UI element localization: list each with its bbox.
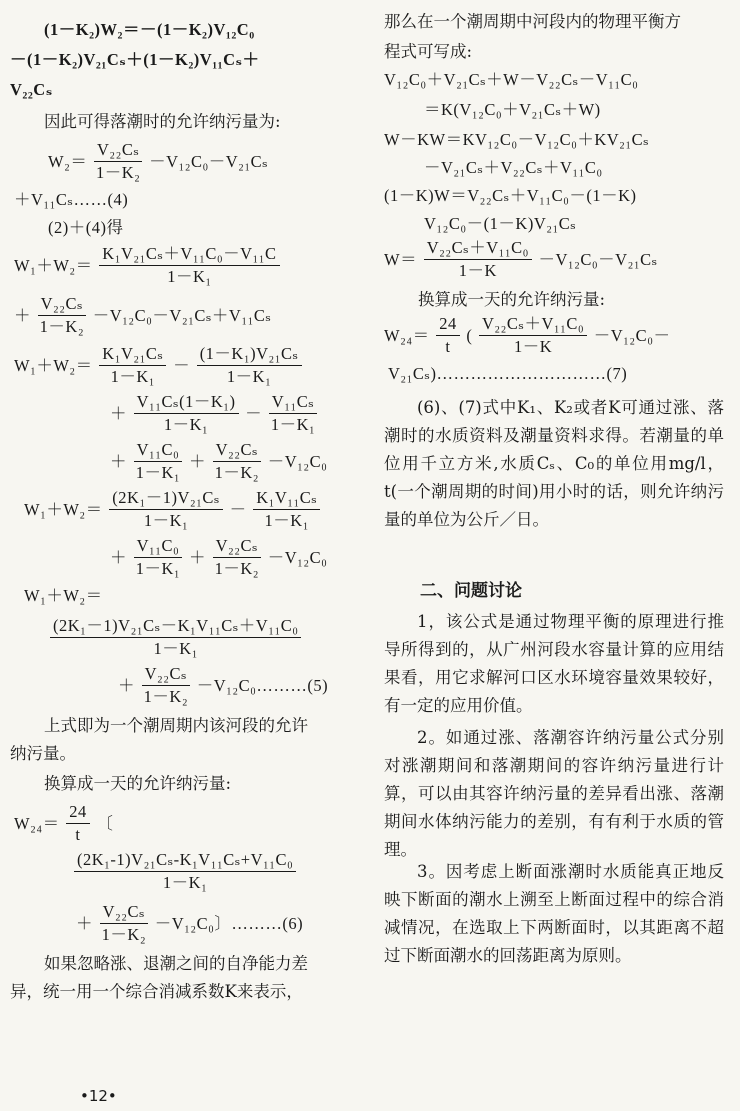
fraction — [38, 294, 87, 337]
fraction — [269, 392, 318, 435]
fraction — [253, 488, 320, 531]
equation-lhs: W₁＋W₂＝ — [14, 355, 93, 375]
fraction-numerator: V₂₂Cₛ — [213, 536, 262, 558]
fraction — [213, 440, 262, 483]
parenthesis: ( — [466, 325, 473, 345]
fraction — [142, 664, 191, 707]
fraction — [94, 140, 143, 183]
fraction-numerator: V₂₂Cₛ＋V₁₁C₀ — [479, 314, 587, 336]
equation-7a — [384, 238, 658, 281]
fraction-denominator: 1－K₂ — [143, 687, 189, 706]
body-text: 换算成一天的允许纳污量: — [44, 774, 232, 793]
fraction-numerator: K₁V₂₁Cₛ — [99, 344, 166, 366]
fraction — [424, 238, 532, 281]
equation-line: －V₂₁Cₛ＋V₂₂Cₛ＋V₁₁C₀ — [424, 158, 603, 177]
equation-line: ＋V₁₁Cₛ……(4) — [14, 190, 129, 209]
equation-sum-b-2 — [110, 392, 319, 435]
fraction-denominator: 1－K — [458, 261, 497, 280]
paragraph — [384, 394, 724, 534]
fraction-numerator: 24 — [66, 802, 90, 824]
equation-sum-b-3 — [110, 440, 327, 483]
body-text: 异，统一用一个综合消减系数K来表示， — [10, 982, 303, 1001]
equation-line: V₂₁Cₛ)…………………………(7) — [388, 364, 628, 383]
equation-line: －(1－K₂)V₂₁Cₛ＋(1－K₂)V₁₁Cₛ＋ — [10, 50, 260, 69]
fraction-denominator: 1－K₂ — [214, 559, 260, 578]
equation-lhs: W＝ — [384, 249, 418, 269]
fraction-denominator: t — [75, 825, 81, 844]
equation-rest: －V₁₂C₀ — [267, 451, 328, 471]
equation-rest: －V₁₂C₀………(5) — [196, 675, 329, 695]
section-title: 二、问题讨论 — [420, 581, 522, 601]
body-text: 那么在一个潮周期中河段内的物理平衡方 — [384, 12, 681, 31]
operator: － — [245, 403, 263, 423]
equation-4 — [48, 140, 268, 183]
fraction-denominator: 1－K₁ — [270, 415, 316, 434]
fraction — [134, 536, 183, 579]
fraction — [66, 802, 90, 845]
operator: ＋ — [110, 451, 127, 471]
fraction-numerator: 24 — [436, 314, 460, 336]
fraction-numerator: (1－K₁)V₂₁Cₛ — [197, 344, 302, 366]
fraction — [50, 616, 301, 659]
operator: ＋ — [188, 547, 206, 567]
operator: － — [173, 355, 191, 375]
equation-rest: －V₁₂C₀－V₂₁Cₛ＋V₁₁Cₛ — [92, 305, 272, 325]
body-text: 因此可得落潮时的允许纳污量为: — [44, 112, 281, 131]
fraction-numerator: V₂₂Cₛ — [94, 140, 143, 162]
fraction-numerator: (2K₁-1)V₂₁Cₛ-K₁V₁₁Cₛ+V₁₁C₀ — [74, 850, 296, 872]
equation-line: V₁₂C₀＋V₂₁Cₛ＋W－V₂₂Cₛ－V₁₁C₀ — [384, 70, 639, 89]
equation-w24-right — [384, 314, 670, 357]
fraction — [213, 536, 262, 579]
fraction-numerator: V₂₂Cₛ — [213, 440, 262, 462]
operator: － — [229, 499, 247, 519]
equation-line: V₁₂C₀－(1－K)V₂₁Cₛ — [424, 214, 577, 233]
equation-rest: －V₁₂C₀－V₂₁Cₛ — [149, 151, 269, 171]
bracket: 〔 — [96, 813, 114, 833]
fraction-denominator: 1－K₁ — [163, 415, 209, 434]
fraction-denominator: 1－K₁ — [162, 873, 208, 892]
fraction-numerator: K₁V₁₁Cₛ — [253, 488, 320, 510]
paragraph — [384, 608, 724, 720]
paragraph-text: 1，该公式是通过物理平衡的原理进行推导所得到的，从广州河段水容量计算的应用结果看，用它求解河口区水环境容量效果较好，有一定的应用价值。 — [384, 612, 724, 715]
operator: ＋ — [188, 451, 206, 471]
operator: ＋ — [76, 913, 93, 933]
equation-sum-b — [14, 344, 304, 387]
operator: ＋ — [110, 547, 127, 567]
fraction-numerator: (2K₁－1)V₂₁Cₛ－K₁V₁₁Cₛ＋V₁₁C₀ — [50, 616, 301, 638]
fraction-denominator: 1－K₁ — [167, 267, 212, 286]
fraction — [109, 488, 223, 531]
fraction-denominator: 1－K₂ — [39, 317, 85, 336]
fraction-numerator: V₁₁C₀ — [134, 536, 183, 558]
paragraph — [384, 858, 724, 970]
equation-sum-c-2 — [110, 536, 327, 579]
fraction-numerator: V₂₂Cₛ＋V₁₁C₀ — [424, 238, 532, 260]
fraction-numerator: V₂₂Cₛ — [38, 294, 87, 316]
fraction-denominator: 1－K₂ — [214, 463, 260, 482]
fraction — [134, 392, 239, 435]
body-text: 换算成一天的允许纳污量: — [418, 290, 606, 309]
equation-lhs: W₁＋W₂＝ — [14, 255, 93, 275]
equation-line: V₂₂Cₛ — [10, 80, 53, 99]
equation-w24 — [14, 802, 113, 845]
equation-rest: －V₁₂C₀〕………(6) — [154, 913, 304, 933]
body-text: (2)＋(4)得 — [48, 218, 124, 237]
equation-lhs: W₁＋W₂＝ — [24, 499, 103, 519]
equation-sum-a-2 — [14, 294, 271, 337]
body-text: 程式可写成: — [384, 42, 473, 61]
operator: ＋ — [110, 403, 127, 423]
fraction — [74, 850, 296, 893]
fraction-denominator: 1－K₁ — [135, 559, 181, 578]
fraction-numerator: K₁V₂₁Cₛ＋V₁₁C₀－V₁₁C — [99, 244, 279, 266]
equation-rest: －V₁₂C₀－V₂₁Cₛ — [538, 249, 658, 269]
equation-lhs: W₂＝ — [48, 151, 88, 171]
fraction — [134, 440, 183, 483]
body-text: 如果忽略涨、退潮之间的自净能力差 — [44, 954, 308, 973]
fraction — [100, 902, 149, 945]
fraction-numerator: V₁₁Cₛ — [269, 392, 318, 414]
fraction-denominator: 1－K₁ — [135, 463, 181, 482]
equation-sum-a — [14, 244, 282, 287]
equation-lhs: W₁＋W₂＝ — [24, 586, 103, 605]
body-text: 上式即为一个潮周期内该河段的允许 — [44, 716, 308, 735]
equation-w24-inner — [72, 850, 298, 893]
fraction — [99, 244, 279, 287]
body-text: 纳污量。 — [10, 744, 76, 763]
fraction-denominator: 1－K₁ — [264, 511, 309, 530]
fraction-denominator: 1－K₂ — [95, 163, 141, 182]
fraction-denominator: 1－K₂ — [101, 925, 147, 944]
fraction-numerator: V₂₂Cₛ — [100, 902, 149, 924]
paragraph — [384, 724, 724, 864]
equation-lhs: W₂₄＝ — [14, 813, 60, 833]
equation-sum-d-2 — [118, 664, 328, 707]
operator: ＋ — [14, 305, 31, 325]
paragraph-text: (6)、(7)式中K₁、K₂或者K可通过涨、落潮时的水质资料及潮量资料求得。若潮量的单位用千立方米,水质Cₛ、C₀的单位用mg/l，t(一个潮周期的时间)用小时的话，则允许纳污量的单位为公斤／日。 — [384, 398, 724, 529]
fraction-numerator: V₁₁C₀ — [134, 440, 183, 462]
fraction-denominator: 1－K₁ — [110, 367, 156, 386]
operator: ＋ — [118, 675, 135, 695]
equation-line: ＝K(V₁₂C₀＋V₂₁Cₛ＋W) — [424, 100, 601, 119]
equation-line: W－KW＝KV₁₂C₀－V₁₂C₀＋KV₂₁Cₛ — [384, 130, 650, 149]
fraction — [436, 314, 460, 357]
fraction-denominator: 1－K — [513, 337, 553, 356]
fraction — [197, 344, 302, 387]
fraction-numerator: V₂₂Cₛ — [142, 664, 191, 686]
equation-line: (1－K₂)W₂＝－(1－K₂)V₁₂C₀ — [44, 20, 255, 39]
paragraph-text: 3。因考虑上断面涨潮时水质能真正地反映下断面的潮水上溯至上断面过程中的综合消减情况，在选取上下两断面时，以其距离不超过下断面潮水的回荡距离为原则。 — [384, 862, 724, 965]
equation-rest: －V₁₂C₀－ — [593, 325, 671, 345]
fraction — [99, 344, 166, 387]
fraction-denominator: t — [445, 337, 451, 356]
equation-sum-c — [24, 488, 322, 531]
fraction-denominator: 1－K₁ — [226, 367, 272, 386]
equation-sum-d — [48, 616, 303, 659]
fraction-numerator: V₁₁Cₛ(1－K₁) — [134, 392, 239, 414]
fraction — [479, 314, 587, 357]
equation-rest: －V₁₂C₀ — [267, 547, 328, 567]
page-number: •12• — [80, 1087, 117, 1105]
equation-w24-2 — [76, 902, 303, 945]
fraction-denominator: 1－K₁ — [143, 511, 189, 530]
fraction-denominator: 1－K₁ — [153, 639, 198, 658]
paragraph-text: 2。如通过涨、落潮容许纳污量公式分别对涨潮期间和落潮期间的容许纳污量进行计算，可以由其容许纳污量的差异看出涨、落潮期间水体纳污能力的差别，有有利于水质的管理。 — [384, 728, 724, 859]
equation-line: (1－K)W＝V₂₂Cₛ＋V₁₁C₀－(1－K) — [384, 186, 637, 205]
fraction-numerator: (2K₁－1)V₂₁Cₛ — [109, 488, 223, 510]
equation-lhs: W₂₄＝ — [384, 325, 430, 345]
